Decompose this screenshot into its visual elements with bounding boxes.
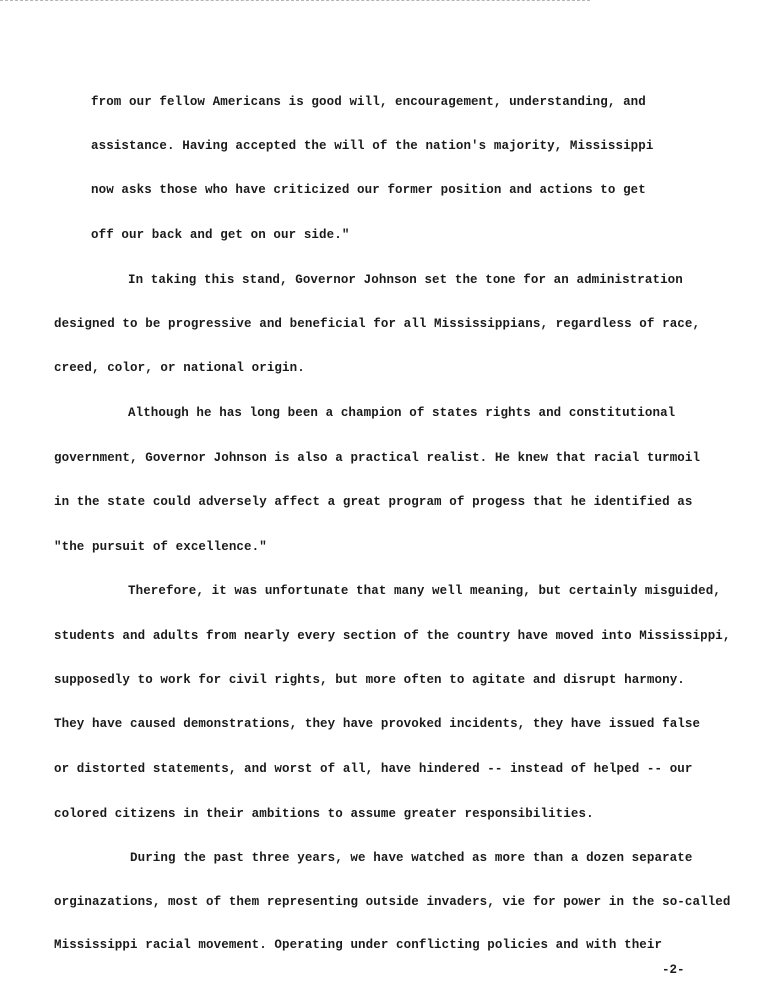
text-line-15: They have caused demonstrations, they have provoked incidents, they have issued false [54, 717, 701, 731]
text-line-1: from our fellow Americans is good will, encouragement, understanding, and [91, 95, 646, 109]
text-line-11: "the pursuit of excellence." [54, 540, 267, 554]
text-line-18: During the past three years, we have watched as more than a dozen separate [130, 851, 693, 865]
text-line-20: Mississippi racial movement. Operating under conflicting policies and with their [54, 938, 663, 952]
text-line-17: colored citizens in their ambitions to assume greater responsibilities. [54, 807, 594, 821]
text-line-14: supposedly to work for civil rights, but more often to agitate and disrupt harmony. [54, 673, 685, 687]
text-line-6: designed to be progressive and beneficial for all Mississippians, regardless of race, [54, 317, 701, 331]
text-line-9: government, Governor Johnson is also a practical realist. He knew that racial turmoil [54, 451, 701, 465]
text-line-3: now asks those who have criticized our former position and actions to get [91, 183, 646, 197]
text-line-12: Therefore, it was unfortunate that many well meaning, but certainly misguided, [128, 584, 721, 598]
text-line-16: or distorted statements, and worst of all, have hindered -- instead of helped -- our [54, 762, 693, 776]
text-line-13: students and adults from nearly every section of the country have moved into Mississippi, [54, 629, 731, 643]
text-line-2: assistance. Having accepted the will of the nation's majority, Mississippi [91, 139, 654, 153]
text-line-4: off our back and get on our side." [91, 228, 350, 242]
text-line-10: in the state could adversely affect a great program of progess that he identified as [54, 495, 693, 509]
page-top-edge [0, 0, 590, 1]
text-line-8: Although he has long been a champion of states rights and constitutional [128, 406, 676, 420]
page-number: -2- [662, 963, 685, 977]
text-line-7: creed, color, or national origin. [54, 361, 305, 375]
text-line-19: orginazations, most of them representing outside invaders, vie for power in the so-called [54, 895, 731, 909]
text-line-5: In taking this stand, Governor Johnson set the tone for an administration [128, 273, 683, 287]
